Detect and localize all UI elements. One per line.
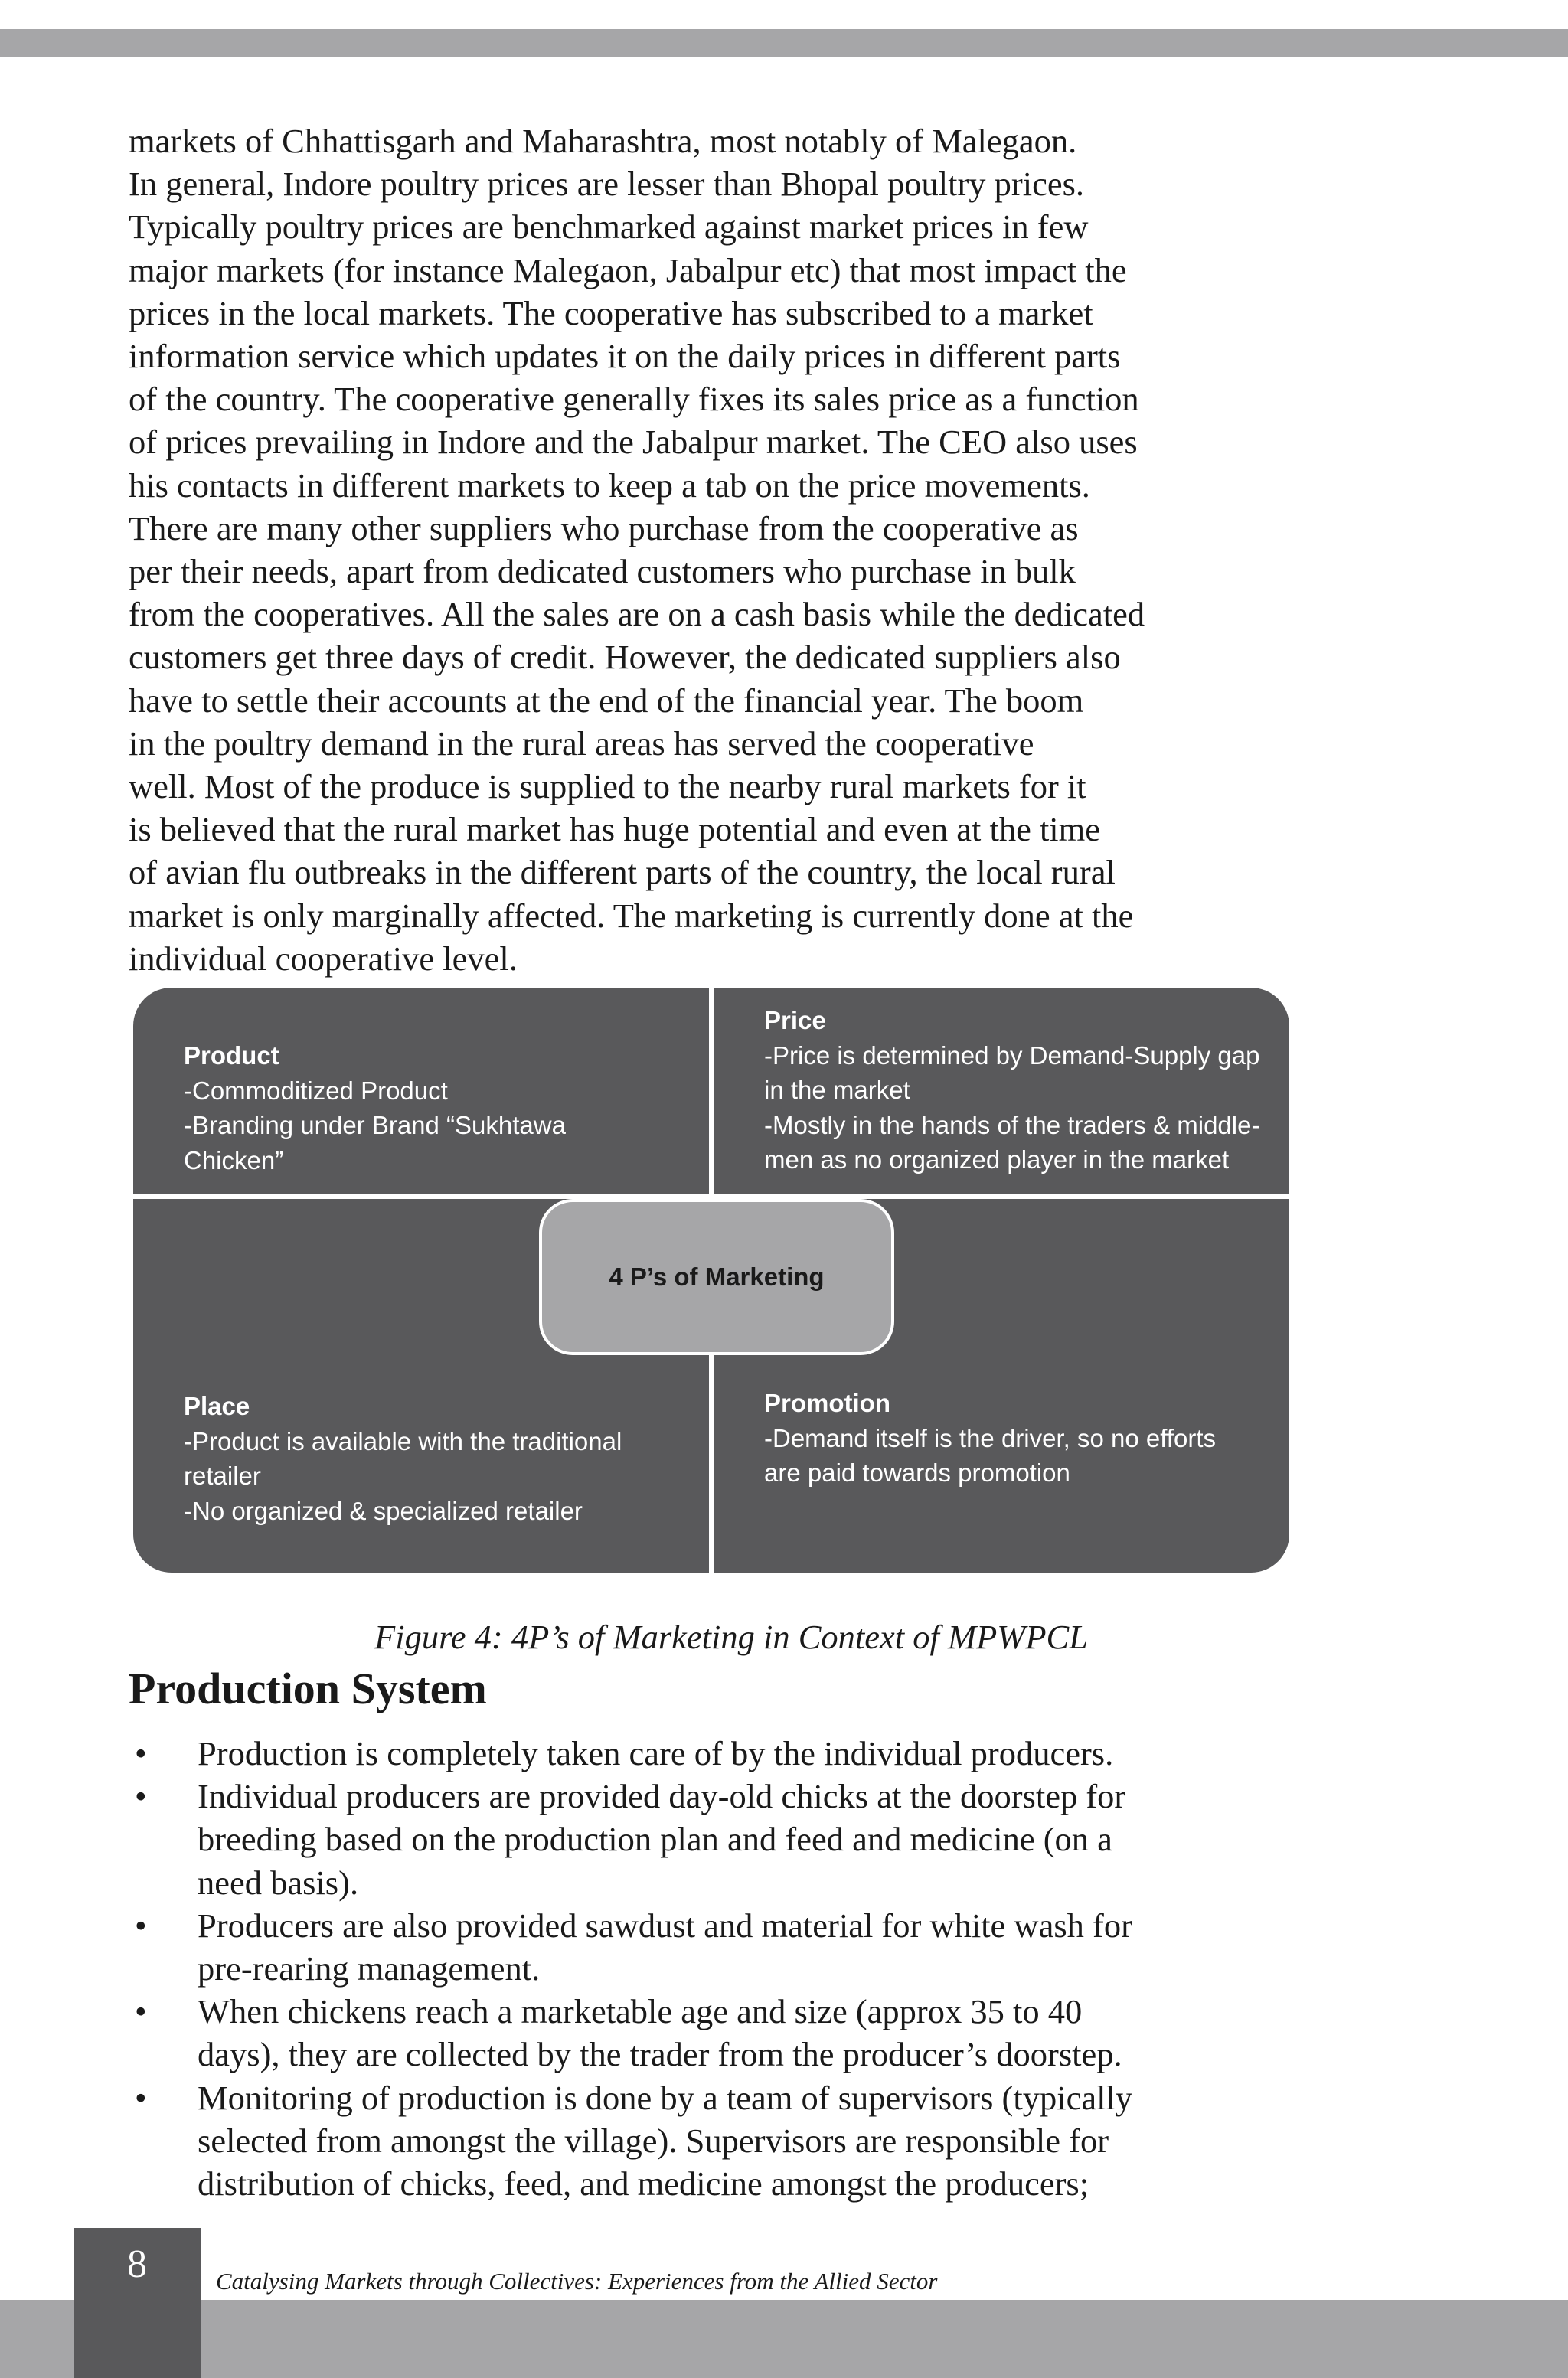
footer-band xyxy=(0,2300,1568,2378)
bullet-icon: • xyxy=(135,1777,147,1816)
list-item xyxy=(129,1990,1323,2076)
price-heading: Price xyxy=(764,1006,826,1034)
paragraph-line: have to settle their accounts at the end of the financial year. The boom xyxy=(129,681,1084,720)
paragraph-line: information service which updates it on the daily prices in different parts xyxy=(129,337,1121,376)
four-ps-diagram xyxy=(133,988,1289,1573)
price-line: -Mostly in the hands of the traders & middle- xyxy=(764,1110,1260,1139)
paragraph-line: of avian flu outbreaks in the different parts of the country, the local rural xyxy=(129,853,1116,892)
bullet-line: Individual producers are provided day-old chicks at the doorstep for xyxy=(198,1777,1126,1816)
bullet-line: distribution of chicks, feed, and medicine amongst the producers; xyxy=(198,2164,1089,2203)
promotion-line: are paid towards promotion xyxy=(764,1458,1070,1487)
list-item xyxy=(129,1732,1323,1775)
place-heading: Place xyxy=(184,1392,250,1420)
paragraph-line: in the poultry demand in the rural areas has served the cooperative xyxy=(129,724,1034,763)
bullet-line: Monitoring of production is done by a team of supervisors (typically xyxy=(198,2078,1133,2117)
bullet-icon: • xyxy=(135,1992,147,2031)
paragraph-line: his contacts in different markets to keep a tab on the price movements. xyxy=(129,465,1090,505)
list-item xyxy=(129,1775,1323,1904)
product-line: Chicken” xyxy=(184,1145,284,1174)
list-item xyxy=(129,1904,1323,1990)
bullet-icon: • xyxy=(135,2078,147,2117)
product-line: -Branding under Brand “Sukhtawa xyxy=(184,1111,566,1139)
paragraph-line: There are many other suppliers who purchase from the cooperative as xyxy=(129,508,1079,547)
center-label-box xyxy=(539,1199,894,1355)
bullet-icon: • xyxy=(135,1734,147,1772)
paragraph-line: of prices prevailing in Indore and the Jabalpur market. The CEO also uses xyxy=(129,423,1138,462)
paragraph-line: customers get three days of credit. However, the dedicated suppliers also xyxy=(129,638,1121,677)
figure-caption: Figure 4: 4P’s of Marketing in Context of MPWPCL xyxy=(374,1618,1088,1656)
bullet-line: When chickens reach a marketable age and size (approx 35 to 40 xyxy=(198,1992,1083,2031)
paragraph-line: individual cooperative level. xyxy=(129,939,518,978)
paragraph-line: major markets (for instance Malegaon, Jabalpur etc) that most impact the xyxy=(129,250,1127,289)
paragraph-line: Typically poultry prices are benchmarked against market prices in few xyxy=(129,207,1089,247)
paragraph-line: of the country. The cooperative generally fixes its sales price as a function xyxy=(129,380,1139,419)
section-title: Production System xyxy=(129,1664,487,1713)
paragraph-line: per their needs, apart from dedicated customers who purchase in bulk xyxy=(129,552,1076,591)
bullet-line: selected from amongst the village). Supervisors are responsible for xyxy=(198,2121,1109,2160)
paragraph-line: from the cooperatives. All the sales are on a cash basis while the dedicated xyxy=(129,595,1145,634)
price-line: -Price is determined by Demand-Supply gap xyxy=(764,1040,1260,1070)
bullet-icon: • xyxy=(135,1906,147,1945)
production-bullet-list xyxy=(129,1732,1323,2205)
price-line: men as no organized player in the market xyxy=(764,1145,1230,1174)
page-number: 8 xyxy=(127,2242,147,2286)
place-line: retailer xyxy=(184,1462,261,1490)
price-line: in the market xyxy=(764,1076,910,1104)
promotion-heading: Promotion xyxy=(764,1389,890,1417)
bullet-line: need basis). xyxy=(198,1863,359,1902)
paragraph-line: well. Most of the produce is supplied to the nearby rural markets for it xyxy=(129,767,1086,806)
bullet-line: breeding based on the production plan and feed and medicine (on a xyxy=(198,1820,1112,1859)
page-number-box xyxy=(74,2228,201,2378)
promotion-line: -Demand itself is the driver, so no efforts xyxy=(764,1423,1216,1452)
place-line: -No organized & specialized retailer xyxy=(184,1496,583,1525)
product-quadrant xyxy=(133,988,709,1194)
center-label: 4 P’s of Marketing xyxy=(609,1262,825,1291)
bullet-line: Production is completely taken care of by the individual producers. xyxy=(198,1734,1114,1772)
paragraph-line: markets of Chhattisgarh and Maharashtra, most notably of Malegaon. xyxy=(129,122,1077,160)
paragraph-line: In general, Indore poultry prices are lesser than Bhopal poultry prices. xyxy=(129,165,1085,204)
product-line: -Commoditized Product xyxy=(184,1076,448,1105)
paragraph-line: prices in the local markets. The cooperative has subscribed to a market xyxy=(129,293,1093,332)
running-footer-title: Catalysing Markets through Collectives: Experiences from the Allied Sector xyxy=(216,2268,938,2295)
price-quadrant xyxy=(714,988,1289,1194)
paragraph-line: market is only marginally affected. The marketing is currently done at the xyxy=(129,896,1134,935)
body-paragraph xyxy=(129,119,1323,980)
place-line: -Product is available with the traditional xyxy=(184,1426,622,1455)
product-heading: Product xyxy=(184,1041,279,1070)
header-band xyxy=(0,29,1568,57)
paragraph-line: is believed that the rural market has huge potential and even at the time xyxy=(129,810,1101,849)
bullet-line: pre-rearing management. xyxy=(198,1949,541,1988)
list-item xyxy=(129,2076,1323,2206)
bullet-line: Producers are also provided sawdust and material for white wash for xyxy=(198,1906,1132,1945)
bullet-line: days), they are collected by the trader from the producer’s doorstep. xyxy=(198,2035,1122,2074)
